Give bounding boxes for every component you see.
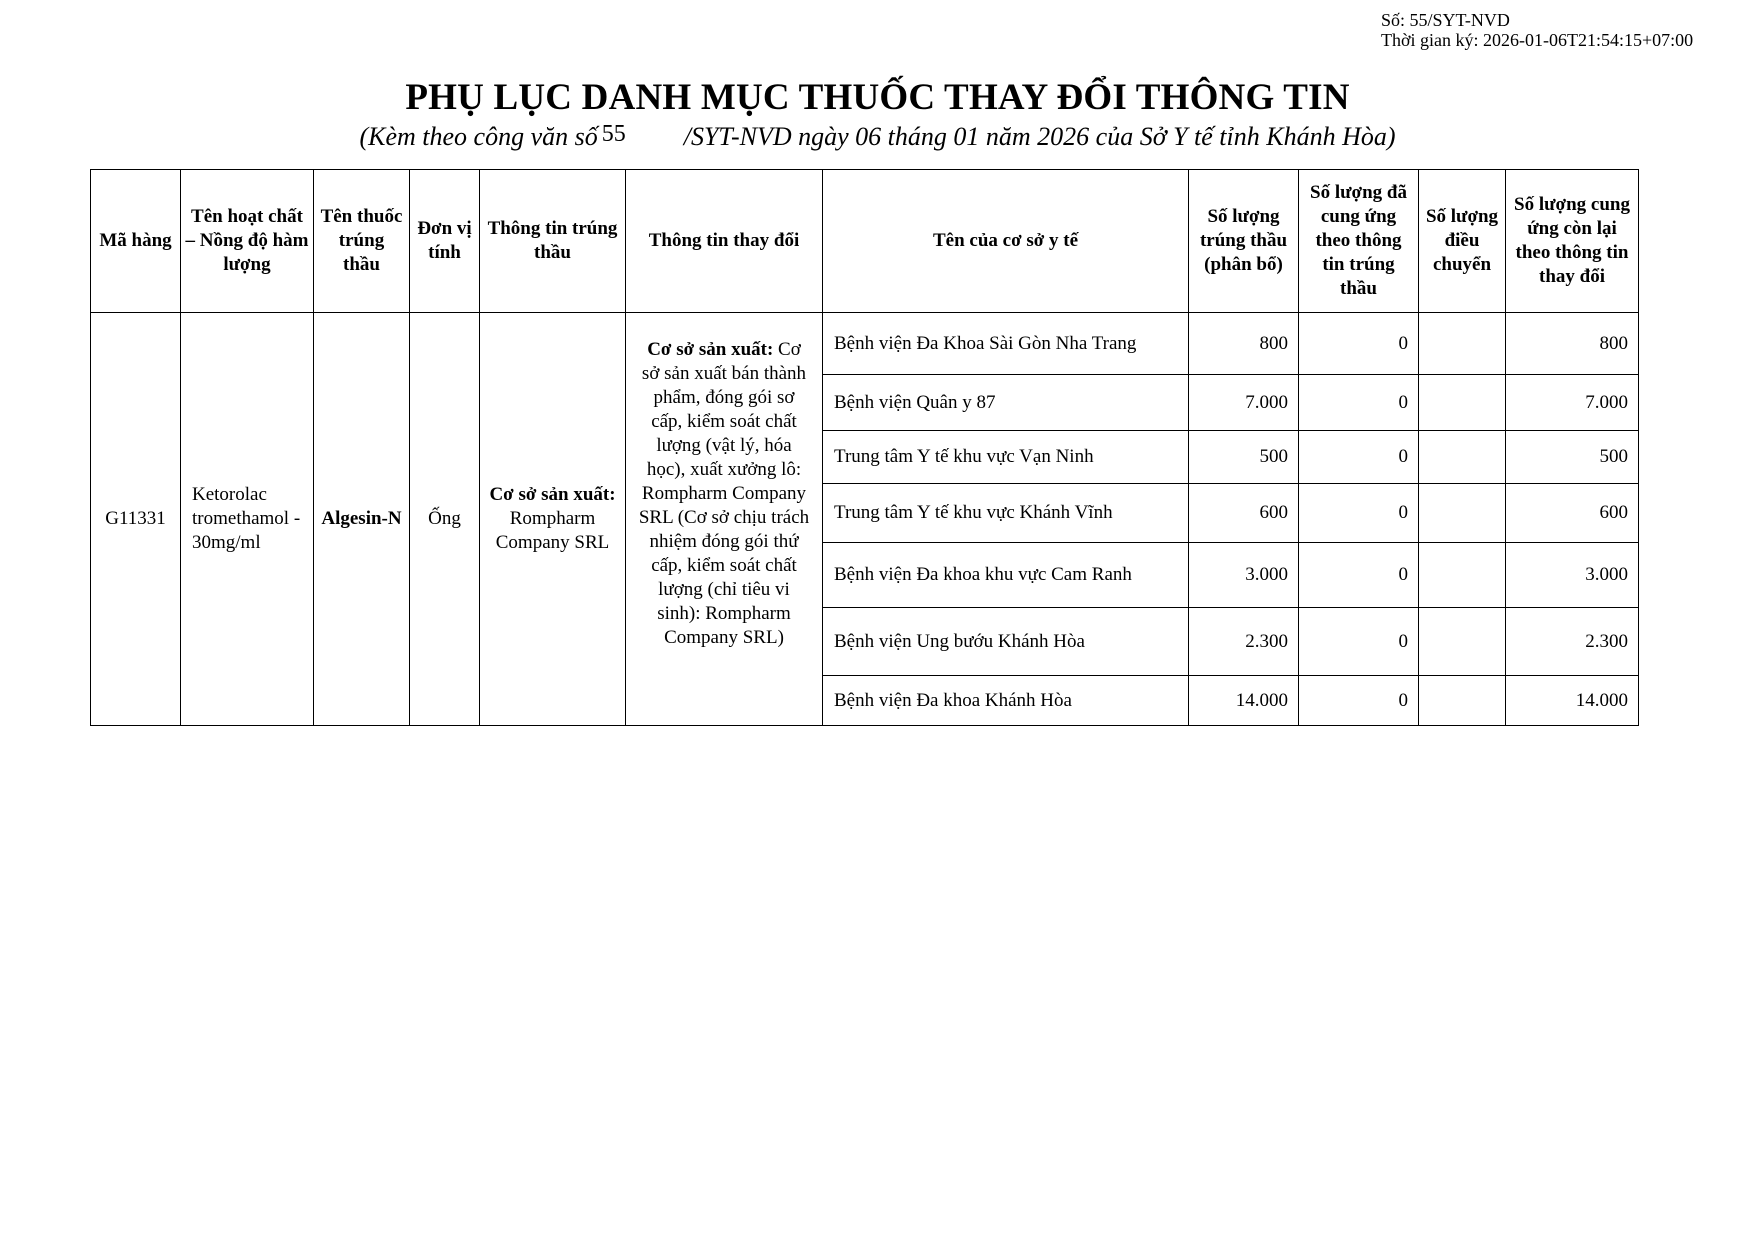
cell-con-lai: 2.300 (1506, 608, 1639, 676)
cell-co-so: Bệnh viện Đa Khoa Sài Gòn Nha Trang (823, 313, 1189, 375)
cell-con-lai: 14.000 (1506, 676, 1639, 726)
cell-dieu-chuyen (1419, 431, 1506, 484)
page-subtitle (0, 122, 1755, 152)
header-da-cung-ung: Số lượng đã cung ứng theo thông tin trúng thầu (1299, 170, 1419, 313)
cell-da-cung-ung: 0 (1299, 676, 1419, 726)
cell-co-so: Trung tâm Y tế khu vực Vạn Ninh (823, 431, 1189, 484)
subtitle-prefix: (Kèm theo công văn số (359, 122, 598, 151)
header-dieu-chuyen: Số lượng điều chuyển (1419, 170, 1506, 313)
header-so-luong-trung-thau: Số lượng trúng thầu (phân bổ) (1189, 170, 1299, 313)
cell-co-so: Bệnh viện Ung bướu Khánh Hòa (823, 608, 1189, 676)
thay-doi-label: Cơ sở sản xuất: (647, 339, 774, 360)
header-thay-doi: Thông tin thay đổi (626, 170, 823, 313)
trung-thau-value: Rompharm Company SRL (495, 508, 610, 553)
cell-con-lai: 7.000 (1506, 375, 1639, 431)
drug-change-table (90, 169, 1639, 726)
header-ma-hang: Mã hàng (91, 170, 181, 313)
header-don-vi: Đơn vị tính (410, 170, 480, 313)
cell-so-luong-trung-thau: 14.000 (1189, 676, 1299, 726)
cell-don-vi: Ống (410, 313, 480, 726)
cell-dieu-chuyen (1419, 676, 1506, 726)
subtitle-number: 55 (601, 121, 626, 147)
cell-dieu-chuyen (1419, 375, 1506, 431)
cell-da-cung-ung: 0 (1299, 375, 1419, 431)
subtitle-suffix: /SYT-NVD ngày 06 tháng 01 năm 2026 của Sở Y tế tỉnh Khánh Hòa) (683, 122, 1396, 151)
cell-co-so: Bệnh viện Đa khoa Khánh Hòa (823, 676, 1189, 726)
cell-da-cung-ung: 0 (1299, 431, 1419, 484)
cell-con-lai: 3.000 (1506, 543, 1639, 608)
cell-dieu-chuyen (1419, 608, 1506, 676)
cell-so-luong-trung-thau: 500 (1189, 431, 1299, 484)
table-header-row (91, 170, 1639, 313)
header-hoat-chat: Tên hoạt chất – Nồng độ hàm lượng (181, 170, 314, 313)
cell-con-lai: 600 (1506, 484, 1639, 543)
cell-co-so: Trung tâm Y tế khu vực Khánh Vĩnh (823, 484, 1189, 543)
signature-stamp (1381, 10, 1751, 50)
cell-so-luong-trung-thau: 800 (1189, 313, 1299, 375)
cell-ten-thuoc: Algesin-N (314, 313, 410, 726)
cell-so-luong-trung-thau: 3.000 (1189, 543, 1299, 608)
cell-con-lai: 500 (1506, 431, 1639, 484)
cell-co-so: Bệnh viện Quân y 87 (823, 375, 1189, 431)
header-con-lai: Số lượng cung ứng còn lại theo thông tin thay đổi (1506, 170, 1639, 313)
cell-hoat-chat: Ketorolac tromethamol - 30mg/ml (181, 313, 314, 726)
cell-trung-thau (480, 313, 626, 726)
cell-so-luong-trung-thau: 600 (1189, 484, 1299, 543)
thay-doi-value: Cơ sở sản xuất bán thành phẩm, đóng gói sơ cấp, kiểm soát chất lượng (vật lý, hóa học), xuất xưởng lô: Rompharm Company SRL (Cơ sở chịu trách nhiệm đóng gói thứ cấp, kiểm soát chất lượng (chỉ tiêu vi sinh): Rompharm Company SRL) (638, 339, 810, 648)
cell-dieu-chuyen (1419, 543, 1506, 608)
cell-dieu-chuyen (1419, 313, 1506, 375)
trung-thau-label: Cơ sở sản xuất: (489, 484, 616, 505)
cell-da-cung-ung: 0 (1299, 608, 1419, 676)
page-title: PHỤ LỤC DANH MỤC THUỐC THAY ĐỔI THÔNG TIN (405, 77, 1350, 118)
cell-co-so: Bệnh viện Đa khoa khu vực Cam Ranh (823, 543, 1189, 608)
header-ten-thuoc: Tên thuốc trúng thầu (314, 170, 410, 313)
cell-thay-doi (626, 313, 823, 726)
cell-ma-hang: G11331 (91, 313, 181, 726)
document-number: Số: 55/SYT-NVD (1381, 10, 1510, 30)
cell-con-lai: 800 (1506, 313, 1639, 375)
cell-dieu-chuyen (1419, 484, 1506, 543)
header-trung-thau: Thông tin trúng thầu (480, 170, 626, 313)
cell-da-cung-ung: 0 (1299, 313, 1419, 375)
table-row (91, 313, 1639, 375)
cell-so-luong-trung-thau: 7.000 (1189, 375, 1299, 431)
cell-so-luong-trung-thau: 2.300 (1189, 608, 1299, 676)
cell-da-cung-ung: 0 (1299, 543, 1419, 608)
signing-time: Thời gian ký: 2026-01-06T21:54:15+07:00 (1381, 30, 1694, 50)
cell-da-cung-ung: 0 (1299, 484, 1419, 543)
header-co-so: Tên của cơ sở y tế (823, 170, 1189, 313)
